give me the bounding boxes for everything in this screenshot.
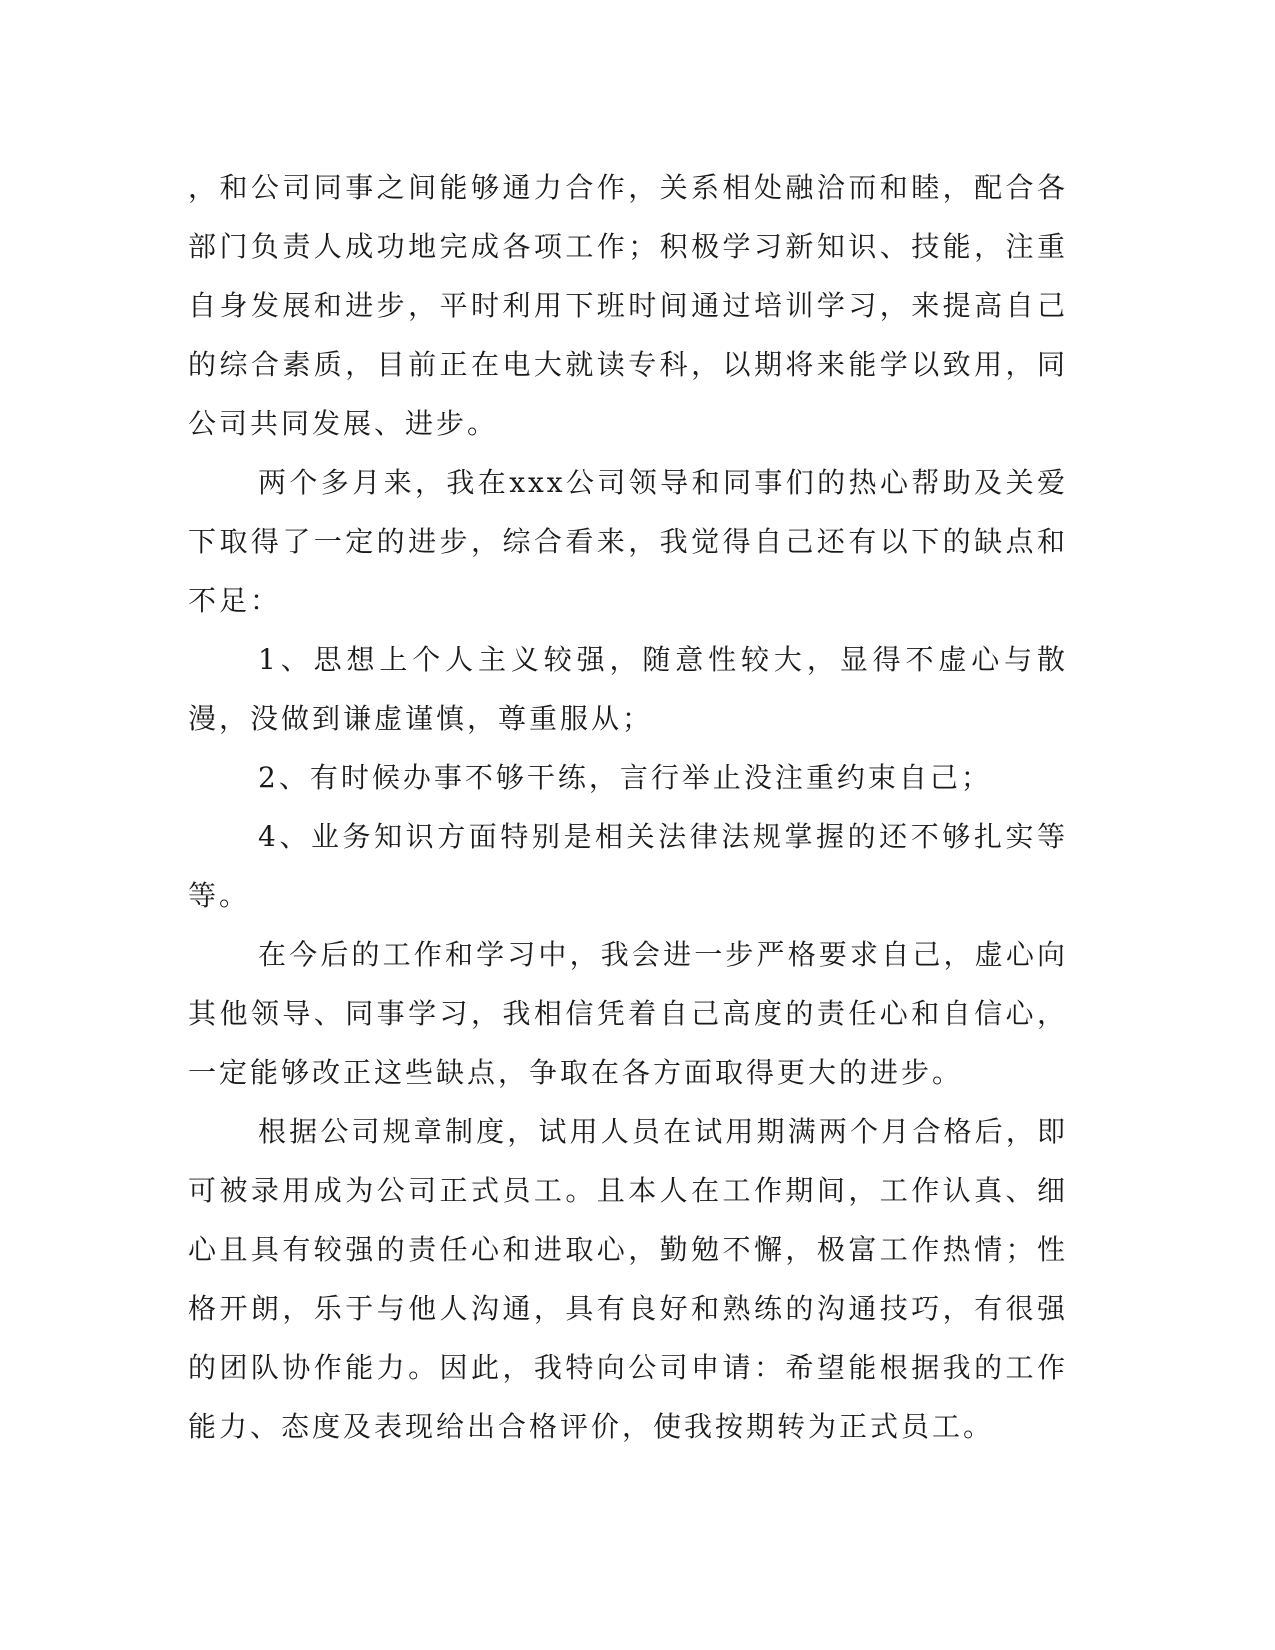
paragraph-shortcoming-4: 4、业务知识方面特别是相关法律法规掌握的还不够扎实等等。 [188,820,1068,912]
paragraph-progress-summary: 两个多月来，我在xxx公司领导和同事们的热心帮助及关爱下取得了一定的进步，综合看来，我觉得自己还有以下的缺点和不足： [188,466,1068,617]
paragraph-application-request: 根据公司规章制度，试用人员在试用期满两个月合格后，即可被录用成为公司正式员工。且本人在工作期间，工作认真、细心且具有较强的责任心和进取心，勤勉不懈，极富工作热情；性格开朗，乐于与他人沟通，具有良好和熟练的沟通技巧，有很强的团队协作能力。因此，我特向公司申请：希望能根据我的工作能力、态度及表现给出合格评价，使我按期转为正式员工。 [188,1115,1068,1443]
paragraph-shortcoming-1: 1、思想上个人主义较强，随意性较大，显得不虚心与散漫，没做到谦虚谨慎，尊重服从； [188,643,1068,735]
paragraph-future-plan: 在今后的工作和学习中，我会进一步严格要求自己，虚心向其他领导、同事学习，我相信凭着自己高度的责任心和自信心，一定能够改正这些缺点，争取在各方面取得更大的进步。 [188,938,1068,1089]
document-body [188,158,1068,1456]
paragraph-shortcoming-2: 2、有时候办事不够干练，言行举止没注重约束自己； [258,761,992,794]
paragraph-continuation: ，和公司同事之间能够通力合作，关系相处融洽而和睦，配合各部门负责人成功地完成各项工作；积极学习新知识、技能，注重自身发展和进步，平时利用下班时间通过培训学习，来提高自己的综合素质，目前正在电大就读专科，以期将来能学以致用，同公司共同发展、进步。 [188,171,1068,440]
